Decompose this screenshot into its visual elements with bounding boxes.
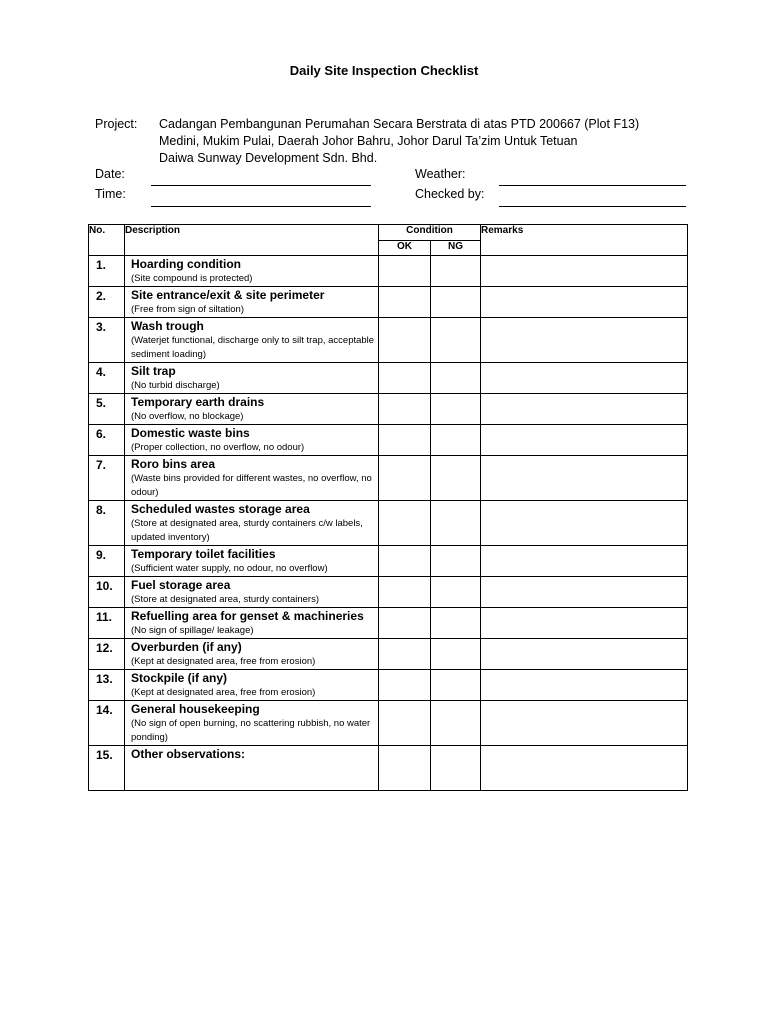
col-no-header: No. <box>89 225 125 256</box>
ok-cell[interactable] <box>379 363 431 394</box>
table-row <box>89 256 688 287</box>
ok-cell[interactable] <box>379 394 431 425</box>
row-number: 4. <box>89 363 125 394</box>
item-detail: (Waterjet functional, discharge only to silt trap, acceptable sediment loading) <box>131 335 375 360</box>
ok-cell[interactable] <box>379 456 431 501</box>
checked-by-field[interactable] <box>499 206 686 207</box>
row-description <box>125 394 379 425</box>
time-field[interactable] <box>151 206 371 207</box>
col-remarks-header: Remarks <box>481 225 688 256</box>
item-title: Hoarding condition <box>131 257 241 271</box>
item-title: Stockpile (if any) <box>131 671 228 685</box>
ng-cell[interactable] <box>431 670 481 701</box>
col-description-header: Description <box>125 225 379 256</box>
item-detail: (Sufficient water supply, no odour, no overflow) <box>131 563 328 574</box>
item-title: Wash trough <box>131 319 204 333</box>
row-description <box>125 577 379 608</box>
table-row <box>89 608 688 639</box>
row-number: 12. <box>89 639 125 670</box>
remarks-cell[interactable] <box>481 363 688 394</box>
date-label: Date: <box>95 167 125 181</box>
remarks-cell[interactable] <box>481 639 688 670</box>
date-field[interactable] <box>151 185 371 186</box>
time-label: Time: <box>95 187 126 201</box>
row-number: 14. <box>89 701 125 746</box>
table-row <box>89 456 688 501</box>
row-number: 5. <box>89 394 125 425</box>
row-description <box>125 318 379 363</box>
row-number: 10. <box>89 577 125 608</box>
row-description <box>125 425 379 456</box>
row-number: 15. <box>89 746 125 791</box>
row-description <box>125 456 379 501</box>
table-row <box>89 501 688 546</box>
row-description <box>125 746 379 791</box>
project-line: Medini, Mukim Pulai, Daerah Johor Bahru, Johor Darul Ta’zim Untuk Tetuan <box>159 134 578 148</box>
item-detail: (Waste bins provided for different wastes, no overflow, no odour) <box>131 473 372 498</box>
ng-cell[interactable] <box>431 456 481 501</box>
ok-cell[interactable] <box>379 546 431 577</box>
row-description <box>125 701 379 746</box>
ng-cell[interactable] <box>431 363 481 394</box>
item-detail: (Kept at designated area, free from erosion) <box>131 687 316 698</box>
item-detail: (No sign of open burning, no scattering rubbish, no water ponding) <box>131 718 371 743</box>
table-row <box>89 639 688 670</box>
item-title: Scheduled wastes storage area <box>131 502 310 516</box>
ng-cell[interactable] <box>431 256 481 287</box>
table-row <box>89 394 688 425</box>
row-description <box>125 670 379 701</box>
remarks-cell[interactable] <box>481 546 688 577</box>
remarks-cell[interactable] <box>481 318 688 363</box>
page-title: Daily Site Inspection Checklist <box>289 63 479 78</box>
ok-cell[interactable] <box>379 287 431 318</box>
checked-by-label: Checked by: <box>415 187 485 201</box>
ok-cell[interactable] <box>379 670 431 701</box>
remarks-cell[interactable] <box>481 501 688 546</box>
col-ng-header: NG <box>431 241 481 256</box>
item-title: Other observations: <box>131 747 246 761</box>
weather-field[interactable] <box>499 185 686 186</box>
col-condition-header: Condition <box>379 225 481 241</box>
item-detail: (Site compound is protected) <box>131 273 253 284</box>
ng-cell[interactable] <box>431 287 481 318</box>
item-detail: (No turbid discharge) <box>131 380 220 391</box>
row-description <box>125 256 379 287</box>
item-detail: (No overflow, no blockage) <box>131 411 244 422</box>
table-row <box>89 425 688 456</box>
row-number: 9. <box>89 546 125 577</box>
item-title: Temporary toilet facilities <box>131 547 276 561</box>
item-title: Temporary earth drains <box>131 395 265 409</box>
row-description <box>125 501 379 546</box>
row-description <box>125 639 379 670</box>
row-number: 8. <box>89 501 125 546</box>
ok-cell[interactable] <box>379 746 431 791</box>
item-detail: (Free from sign of siltation) <box>131 304 244 315</box>
ng-cell[interactable] <box>431 546 481 577</box>
table-row <box>89 318 688 363</box>
row-description <box>125 287 379 318</box>
item-title: Refuelling area for genset & machineries <box>131 609 364 623</box>
table-row <box>89 746 688 791</box>
ng-cell[interactable] <box>431 318 481 363</box>
remarks-cell[interactable] <box>481 256 688 287</box>
remarks-cell[interactable] <box>481 701 688 746</box>
table-row <box>89 546 688 577</box>
project-label: Project: <box>95 117 138 131</box>
item-title: Silt trap <box>131 364 176 378</box>
ng-cell[interactable] <box>431 639 481 670</box>
item-title: Roro bins area <box>131 457 216 471</box>
ok-cell[interactable] <box>379 577 431 608</box>
remarks-cell[interactable] <box>481 394 688 425</box>
ng-cell[interactable] <box>431 608 481 639</box>
remarks-cell[interactable] <box>481 608 688 639</box>
row-number: 1. <box>89 256 125 287</box>
ok-cell[interactable] <box>379 318 431 363</box>
row-description <box>125 608 379 639</box>
item-title: Fuel storage area <box>131 578 231 592</box>
remarks-cell[interactable] <box>481 670 688 701</box>
ng-cell[interactable] <box>431 501 481 546</box>
item-detail: (Store at designated area, sturdy containers) <box>131 594 319 605</box>
table-row <box>89 363 688 394</box>
ng-cell[interactable] <box>431 577 481 608</box>
item-title: Overburden (if any) <box>131 640 242 654</box>
table-row <box>89 287 688 318</box>
remarks-cell[interactable] <box>481 577 688 608</box>
remarks-cell[interactable] <box>481 456 688 501</box>
row-number: 11. <box>89 608 125 639</box>
table-row <box>89 670 688 701</box>
inspection-table <box>88 224 688 791</box>
row-number: 2. <box>89 287 125 318</box>
row-number: 7. <box>89 456 125 501</box>
item-detail: (Kept at designated area, free from erosion) <box>131 656 316 667</box>
ok-cell[interactable] <box>379 701 431 746</box>
row-number: 3. <box>89 318 125 363</box>
ng-cell[interactable] <box>431 746 481 791</box>
remarks-cell[interactable] <box>481 425 688 456</box>
item-detail: (Proper collection, no overflow, no odour) <box>131 442 305 453</box>
ok-cell[interactable] <box>379 425 431 456</box>
remarks-cell[interactable] <box>481 746 688 791</box>
table-row <box>89 701 688 746</box>
ng-cell[interactable] <box>431 394 481 425</box>
ok-cell[interactable] <box>379 501 431 546</box>
ok-cell[interactable] <box>379 256 431 287</box>
weather-label: Weather: <box>415 167 466 181</box>
item-title: Site entrance/exit & site perimeter <box>131 288 325 302</box>
row-description <box>125 363 379 394</box>
item-title: Domestic waste bins <box>131 426 250 440</box>
ok-cell[interactable] <box>379 639 431 670</box>
table-row <box>89 577 688 608</box>
row-number: 13. <box>89 670 125 701</box>
row-number: 6. <box>89 425 125 456</box>
row-description <box>125 546 379 577</box>
remarks-cell[interactable] <box>481 287 688 318</box>
item-title: General housekeeping <box>131 702 260 716</box>
project-line: Daiwa Sunway Development Sdn. Bhd. <box>159 151 378 165</box>
col-ok-header: OK <box>379 241 431 256</box>
ng-cell[interactable] <box>431 701 481 746</box>
item-detail: (Store at designated area, sturdy containers c/w labels, updated inventory) <box>131 518 363 543</box>
project-line: Cadangan Pembangunan Perumahan Secara Berstrata di atas PTD 200667 (Plot F13) <box>159 117 640 131</box>
item-detail: (No sign of spillage/ leakage) <box>131 625 254 636</box>
ok-cell[interactable] <box>379 608 431 639</box>
ng-cell[interactable] <box>431 425 481 456</box>
